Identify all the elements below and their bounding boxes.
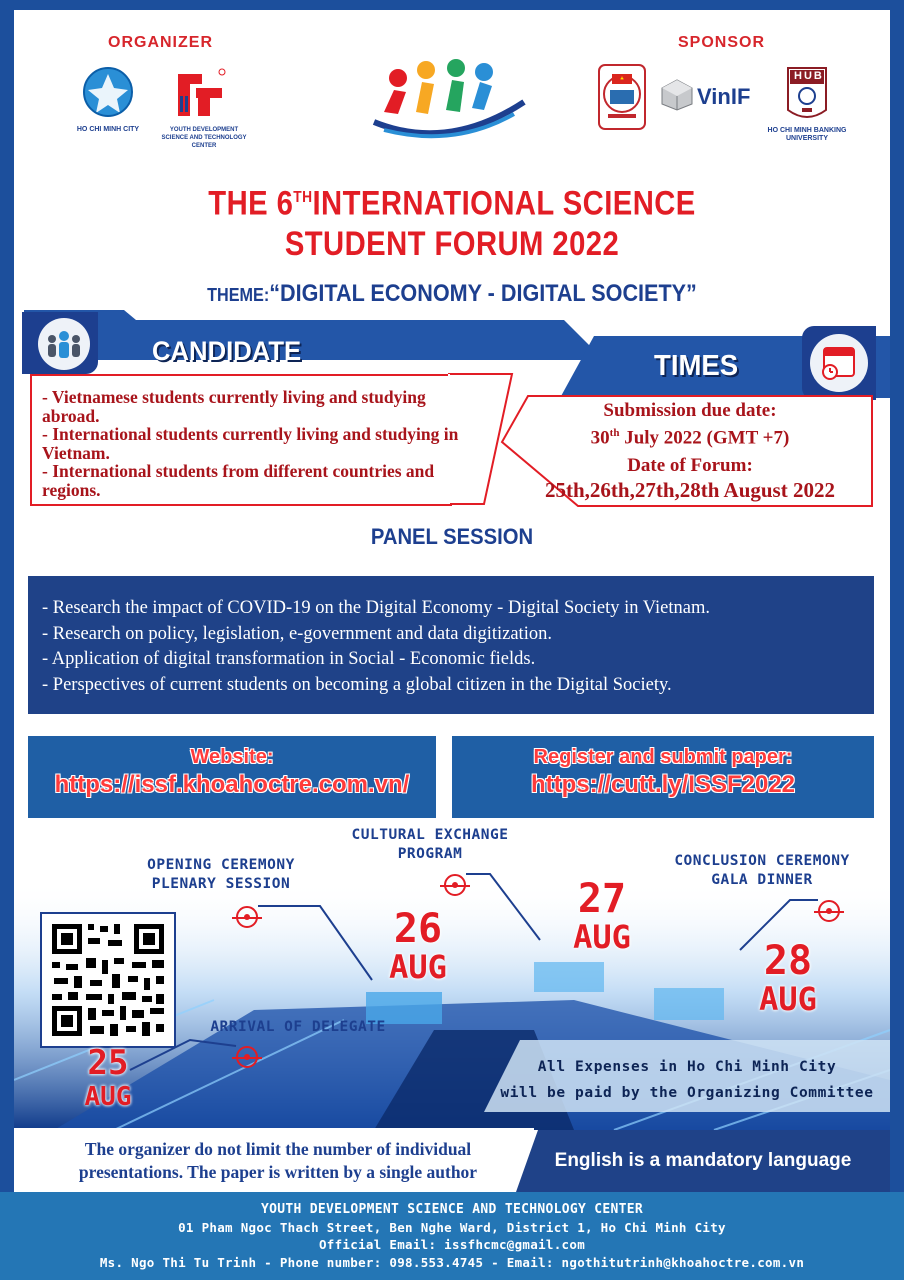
expenses-box	[484, 1040, 890, 1112]
date-27-month: AUG	[573, 918, 631, 956]
hub-logo	[786, 66, 828, 124]
organizer-label: ORGANIZER	[108, 34, 213, 51]
date-28	[746, 938, 830, 1018]
calendar-icon	[810, 334, 868, 392]
limit-note	[28, 1138, 528, 1184]
schedule-conclusion-event	[652, 852, 872, 890]
footer	[0, 1192, 904, 1280]
title-suffix: INTERNATIONAL SCIENCE	[312, 184, 696, 223]
cultural-line-1: CULTURAL EXCHANGE	[351, 827, 509, 843]
youth-union-logo	[80, 66, 136, 124]
opening-line-1: OPENING CEREMONY	[147, 857, 295, 873]
footer-address: 01 Pham Ngoc Thach Street, Ben Nghe Ward, District 1, Ho Chi Minh City	[178, 1219, 726, 1235]
panel-box	[28, 576, 874, 714]
submission-sup: th	[609, 427, 620, 439]
qr-code[interactable]	[40, 912, 176, 1048]
limit-line-1: The organizer do not limit the number of individual	[84, 1139, 472, 1159]
conclusion-line-1: CONCLUSION CEREMONY	[674, 853, 850, 869]
forum-title-line2: STUDENT FORUM 2022	[284, 225, 620, 263]
schedule-opening-event	[126, 856, 316, 894]
panel-item: - Research on policy, legislation, e-government and data digitization.	[42, 623, 552, 644]
submission-label: Submission due date:	[603, 400, 777, 421]
panel-item: - Perspectives of current students on becoming a global citizen in the Digital Society.	[42, 674, 672, 695]
schedule-cultural-event	[330, 826, 530, 864]
submission-date	[520, 422, 860, 449]
language-box	[516, 1130, 890, 1192]
footer-email: Official Email: issfhcmc@gmail.com	[318, 1237, 586, 1252]
panel-list	[42, 596, 872, 698]
ydstc-logo	[172, 66, 228, 122]
times-heading: TIMES	[654, 350, 739, 382]
vinif-cube-icon	[660, 78, 694, 112]
date-28-month: AUG	[759, 980, 817, 1018]
language-note: English is a mandatory language	[554, 1150, 852, 1171]
date-26	[376, 906, 460, 986]
organizer-caption-1: HO CHI MINH CITY	[76, 126, 140, 133]
expenses-line-1: All Expenses in Ho Chi Minh City	[537, 1059, 837, 1075]
date-26-day: 26	[393, 906, 443, 952]
title-sup: TH	[293, 189, 313, 206]
candidate-item: - International students from different countries and regions.	[42, 461, 435, 500]
hub-letters: HUB	[794, 70, 824, 82]
limit-note-box	[14, 1128, 534, 1192]
expenses-text	[484, 1054, 890, 1106]
candidate-item: - Vietnamese students currently living and studying abroad.	[42, 387, 426, 426]
times-content	[520, 400, 860, 501]
candidate-heading: CANDIDATE	[152, 336, 302, 366]
forum-label: Date of Forum:	[627, 455, 753, 477]
date-27-day: 27	[577, 876, 627, 922]
vinif-wordmark: VinIF	[697, 84, 751, 109]
expenses-line-2: will be paid by the Organizing Committee	[500, 1085, 874, 1101]
footer-org: YOUTH DEVELOPMENT SCIENCE AND TECHNOLOGY CENTER	[261, 1202, 643, 1217]
title-prefix: THE 6	[208, 184, 294, 223]
cultural-line-2: PROGRAM	[397, 846, 463, 862]
register-box	[452, 736, 874, 818]
submission-rest: July 2022 (GMT +7)	[619, 427, 790, 449]
schedule-arrival-event: ARRIVAL OF DELEGATE	[210, 1019, 386, 1035]
forum-dates: 25th,26th,27th,28th August 2022	[545, 478, 835, 503]
hcmc-seal-logo	[598, 64, 646, 130]
target-icon	[444, 874, 466, 896]
website-label: Website:	[190, 746, 274, 768]
sponsor-label: SPONSOR	[678, 34, 766, 51]
date-25-day: 25	[87, 1043, 129, 1083]
date-25	[72, 1043, 144, 1114]
forum-logo	[364, 52, 532, 142]
register-label: Register and submit paper:	[533, 746, 793, 768]
panel-item: - Application of digital transformation in Social - Economic fields.	[42, 649, 536, 669]
date-27	[560, 876, 644, 956]
target-icon	[236, 906, 258, 928]
register-link[interactable]: https://cutt.ly/ISSF2022	[530, 771, 796, 798]
forum-title-line1	[149, 176, 754, 225]
footer-contact: Ms. Ngo Thi Tu Trinh - Phone number: 098.553.4745 - Email: ngothitutrinh@khoahoctre.com.vn	[99, 1254, 805, 1270]
target-icon	[818, 900, 840, 922]
opening-line-2: PLENARY SESSION	[151, 876, 291, 892]
target-icon	[236, 1046, 258, 1068]
conclusion-line-2: GALA DINNER	[711, 872, 813, 888]
website-link[interactable]: https://issf.khoahoctre.com.vn/	[54, 771, 410, 798]
date-28-day: 28	[763, 938, 813, 984]
organizer-caption-2: YOUTH DEVELOPMENT SCIENCE AND TECHNOLOGY CENTER	[161, 127, 247, 149]
theme-label: THEME:	[207, 285, 270, 305]
panel-item: - Research the impact of COVID-19 on the Digital Economy - Digital Society in Vietnam.	[42, 598, 710, 618]
theme-text: “DIGITAL ECONOMY - DIGITAL SOCIETY”	[269, 280, 697, 307]
limit-line-2: presentations. The paper is written by a single author	[78, 1162, 478, 1182]
date-26-month: AUG	[389, 948, 447, 986]
sponsor-caption-hub: HO CHI MINH BANKING UNIVERSITY	[767, 127, 847, 142]
website-box	[28, 736, 436, 818]
date-25-month: AUG	[84, 1082, 132, 1112]
forum-theme	[135, 280, 769, 308]
candidate-list	[42, 388, 482, 499]
panel-heading: PANEL SESSION	[370, 524, 534, 549]
people-group-icon	[38, 318, 90, 370]
candidate-item: - International students currently living and studying in Vietnam.	[42, 424, 459, 463]
submission-day: 30	[590, 427, 610, 449]
